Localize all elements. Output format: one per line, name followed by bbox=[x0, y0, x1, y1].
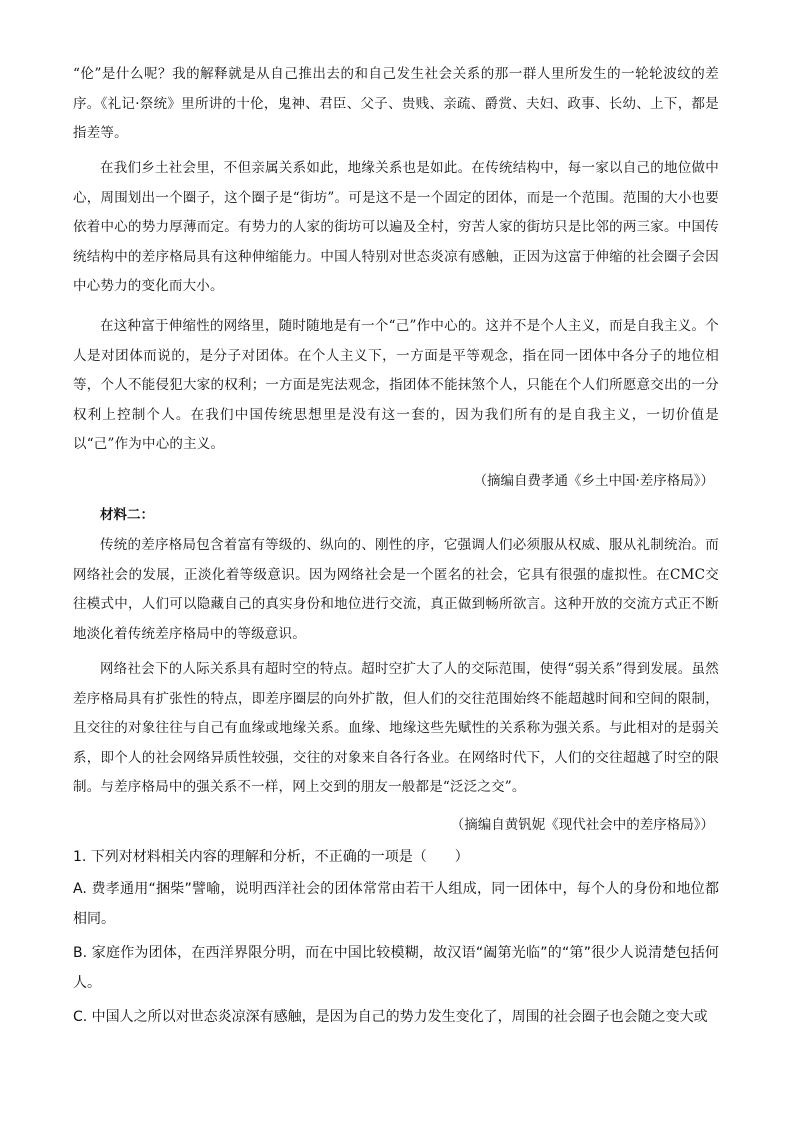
material2-paragraph-1: 传统的差序格局包含着富有等级的、纵向的、刚性的序，它强调人们必须服从权威、服从礼制统治。而网络社会的发展，正淡化着等级意识。因为网络社会是一个匿名的社会，它具有很强的虚拟性。在CMC交往模式中，人们可以隐藏自己的真实身份和地位进行交流，真正做到畅所欲言。这种开放的交流方式正不断地淡化着传统差序格局中的等级意识。 bbox=[73, 537, 719, 642]
material1-paragraph-3: 在这种富于伸缩性的网络里，随时随地是有一个“己”作中心的。这并不是个人主义，而是自我主义。个人是对团体而说的，是分子对团体。在个人主义下，一方面是平等观念，指在同一团体中各分子的地位相等，个人不能侵犯大家的权利；一方面是宪法观念，指团体不能抹煞个人，只能在个人们所愿意交出的一分权利上控制个人。在我们中国传统思想里是没有这一套的，因为我们所有的是自我主义，一切价值是以“己”作为中心的主义。 bbox=[73, 318, 719, 452]
option-c: C. 中国人之所以对世态炎凉深有感触，是因为自己的势力发生变化了，周围的社会圈子也会随之变大或 bbox=[73, 1009, 708, 1025]
question-stem: 1. 下列对材料相关内容的理解和分析，不正确的一项是（ ） bbox=[73, 849, 469, 865]
material1-source: （摘编自费孝通《乡土中国·差序格局》） bbox=[473, 473, 714, 489]
material2-heading: 材料二： bbox=[100, 507, 154, 523]
material1-paragraph-1: “伦”是什么呢？我的解释就是从自己推出去的和自己发生社会关系的那一群人里所发生的一轮轮波纹的差序。《礼记·祭统》里所讲的十伦，鬼神、君臣、父子、贵贱、亲疏、爵赏、夫妇、政事、长幼、上下，都是指差等。 bbox=[73, 66, 719, 141]
option-a: A. 费孝通用“捆柴”譬喻，说明西洋社会的团体常常由若干人组成，同一团体中，每个人的身份和地位都相同。 bbox=[73, 881, 719, 927]
option-b: B. 家庭作为团体，在西洋界限分明，而在中国比较模糊，故汉语“阖第光临”的“第”很少人说清楚包括何人。 bbox=[73, 945, 719, 991]
material1-paragraph-2: 在我们乡土社会里，不但亲属关系如此，地缘关系也是如此。在传统结构中，每一家以自己的地位做中心，周围划出一个圈子，这个圈子是“街坊”。可是这不是一个固定的团体，而是一个范围。范围的大小也要依着中心的势力厚薄而定。有势力的人家的街坊可以遍及全村，穷苦人家的街坊只是比邻的两三家。中国传统结构中的差序格局具有这种伸缩能力。中国人特别对世态炎凉有感触，正因为这富于伸缩的社会圈子会因中心势力的变化而大小。 bbox=[73, 160, 719, 294]
material2-source: （摘编自黄钒妮《现代社会中的差序格局》） bbox=[450, 817, 714, 833]
material2-paragraph-2: 网络社会下的人际关系具有超时空的特点。超时空扩大了人的交际范围，使得“弱关系”得到发展。虽然差序格局具有扩张性的特点，即差序圈层的向外扩散，但人们的交往范围始终不能超越时间和空间的限制，且交往的对象往往与自己有血缘或地缘关系。血缘、地缘这些先赋性的关系称为强关系。与此相对的是弱关系，即个人的社会网络异质性较强，交往的对象来自各行各业。在网络时代下，人们的交往超越了时空的限制。与差序格局中的强关系不一样，网上交到的朋友一般都是“泛泛之交”。 bbox=[73, 661, 719, 795]
